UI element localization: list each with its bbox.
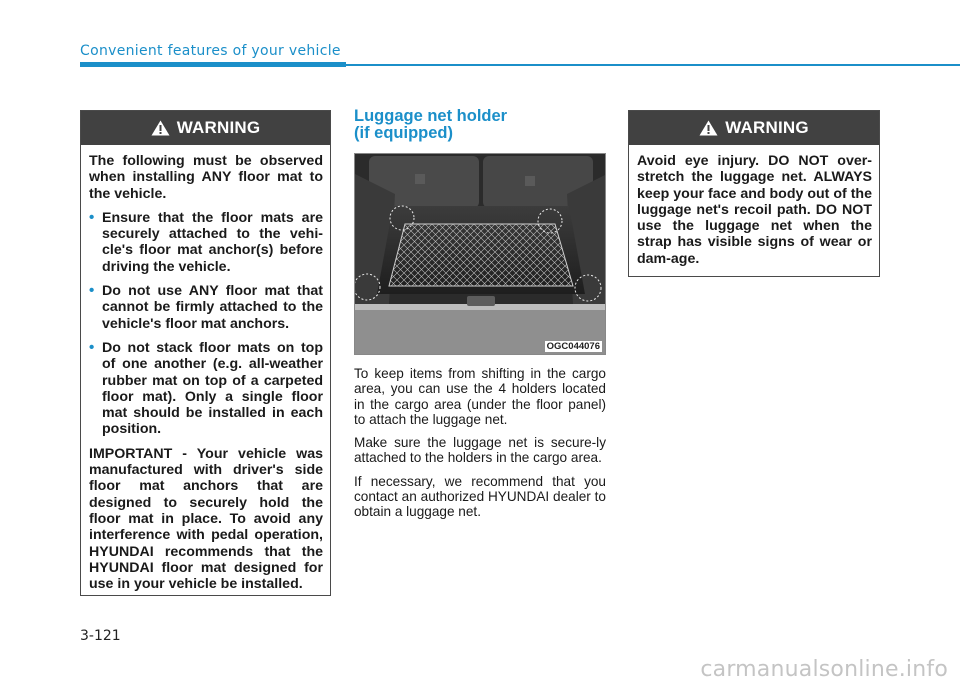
body-paragraph: To keep items from shifting in the cargo area, you can use the 4 holders located in the cargo area (under the floor panel) to attach the luggage net. — [354, 366, 606, 427]
warning-body — [81, 145, 330, 592]
warning-header — [629, 111, 879, 145]
bullet-text: Do not use ANY floor mat that cannot be firmly attached to the vehicle's floor mat anchors. — [102, 283, 323, 332]
warning-triangle-icon — [151, 120, 170, 136]
header-rule-thin — [346, 64, 960, 66]
section-body — [354, 366, 606, 528]
header-rule-thick — [80, 62, 346, 67]
warning-important-note: IMPORTANT - Your vehicle was manufactured with driver's side floor mat anchors that are designed to securely hold the floor mat in place. To avoid any interference with pedal operation, HYUNDAI recommends that the HYUNDAI floor mat designed for use in your vehicle be installed. — [89, 445, 323, 593]
section-title-line-2: (if equipped) — [354, 124, 453, 142]
section-title-line-1: Luggage net holder — [354, 107, 508, 125]
bullet-dot-icon: • — [89, 282, 95, 300]
floor-mat-warning-box — [80, 110, 331, 596]
watermark-text: carmanualsonline.info — [700, 657, 948, 682]
warning-triangle-icon — [699, 120, 718, 136]
warning-bullet — [89, 210, 323, 275]
cargo-net-illustration — [355, 154, 606, 355]
luggage-net-warning-box — [628, 110, 880, 277]
body-paragraph: If necessary, we recommend that you contact an authorized HYUNDAI dealer to obtain a luggage net. — [354, 473, 606, 520]
warning-bullet — [89, 283, 323, 332]
image-code-label: OGC044076 — [546, 341, 600, 352]
warning-heading: WARNING — [176, 118, 261, 137]
body-paragraph: Make sure the luggage net is secure-ly attached to the holders in the cargo area. — [354, 435, 606, 466]
cargo-area-photo — [354, 153, 606, 355]
warning-body — [629, 145, 879, 267]
bullet-text: Ensure that the floor mats are securely attached to the vehi-cle's floor mat anchor(s) before driving the vehicle. — [102, 209, 323, 275]
warning-text: Avoid eye injury. DO NOT over-stretch the luggage net. ALWAYS keep your face and body out of the luggage net's recoil path. DO NOT use the luggage net when the strap has visible signs of wear or dam-age. — [637, 153, 872, 267]
warning-intro: The following must be observed when installing ANY floor mat to the vehicle. — [89, 153, 323, 202]
page-number: 3-121 — [80, 628, 121, 644]
warning-header — [81, 111, 330, 145]
warning-heading: WARNING — [725, 118, 809, 137]
bullet-dot-icon: • — [89, 338, 95, 356]
bullet-dot-icon: • — [89, 208, 95, 226]
warning-bullet — [89, 340, 323, 438]
section-header-title: Convenient features of your vehicle — [80, 43, 341, 59]
section-title — [354, 108, 614, 142]
bullet-text: Do not stack floor mats on top of one another (e.g. all-weather rubber mat on top of a carpeted floor mat). Only a single floor mat should be installed in each position. — [102, 339, 323, 438]
